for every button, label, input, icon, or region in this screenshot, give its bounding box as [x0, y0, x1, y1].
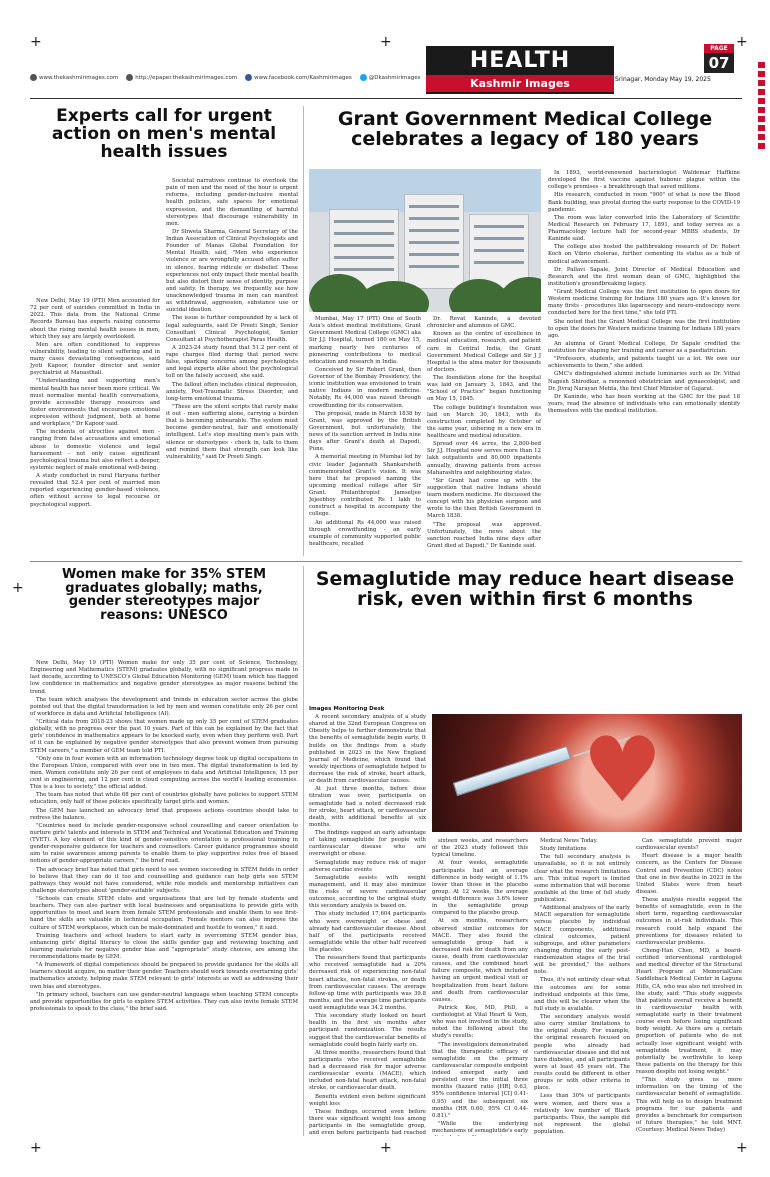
section-divider [30, 561, 742, 562]
semaglutide-col-3 [534, 838, 630, 1136]
paragraph: Semaglutide assists with weight management, and it may also minimize the risks of severe cardiovascular outcomes, according to the original study this secondary analysis is based on. [309, 874, 426, 910]
paragraph: "A framework of digital competences should be prepared to provide guidance for the skills all learners should acquire, no matter their gender. Teachers should work towards overturning girls' mathematics anxiety, helping make STEM relevant to girls' interests as well as addressing their own bias and stereotypes. [30, 962, 298, 990]
stem-col-1 [30, 660, 298, 1135]
paragraph: At six months, researchers observed similar outcomes for MACE. They also found the semaglutide group had a decreased risk for death from any cause, death from cardiovascular causes, and the combined heart failure composite, which included having an urgent medical visit or hospitalization from heart failure and death from cardiovascular causes. [432, 918, 528, 1003]
hospital-building-photo [309, 169, 541, 312]
paragraph: A memorial meeting in Mumbai led by civic leader Jagannath Shankarsheth commemorated Grant's vision. It was here that he proposed naming the upcoming medical college after Sir Grant. Philanthropist Jamsetjee Jejeebhoy contributed Rs 1 lakh to construct a hospital in accompany the college. [309, 454, 421, 518]
paragraph: Men are often conditioned to suppress vulnerability, leading to silent suffering and in many cases devastating consequences, said Jyoti Kapoor, founder director and senior psychiatrist at Manasthali. [30, 341, 160, 377]
paragraph: The secondary analysis would also carry similar limitations to the original study. For example, the original research focused on people who already had cardiovascular disease and did not have diabetes, and all participants were at least 45 years old. The results could be different in other groups or with other criteria in place. [534, 1014, 630, 1092]
paragraph: The fallout often includes clinical depression, anxiety, Post-Traumatic Stress Disorder, and long-term emotional trauma. [166, 381, 298, 402]
headline-gmc: Grant Government Medical College celebrates a legacy of 180 years [337, 108, 713, 150]
paragraph: "Countries need to include gender-responsive school counselling and career orientation to nurture girls' talents and interests in STEM and Technical and Vocational Education and Training (TVET). A key element of this kind of gender-sensitive orientation is professional training in gender-responsive guidance for teachers and counsellors. Career guidance programmes should aim to raise awareness among parents to enable them to play supportive roles free of biased notions of gender-appropriate careers," the brief read. [30, 822, 298, 865]
headline-mental-health: Experts call for urgent action on men's mental health issues [51, 106, 277, 162]
registration-mark-top-left: + [30, 34, 42, 50]
paragraph: Less than 30% of participants were women, and there was a relatively low number of Black participants. Thus, the sample did not represent the global population. [534, 1093, 630, 1135]
mental-health-col-2 [166, 178, 298, 556]
paragraph: The team which analyses the development and trends in education sector across the globe pointed out that the digital transformation is led by men and women constitute only 26 per cent of workforce in data and Artificial Intelligence (AI). [30, 696, 298, 717]
header-rule [30, 98, 742, 99]
semaglutide-col-1 [309, 714, 426, 1136]
paragraph: "The proposal was approved. Unfortunately, the news about the sanction reached India nine days after Grant died at Dapodi," Dr Kaninde said. [427, 521, 541, 549]
paragraph: Spread over 44 acres, the 2,800-bed Sir J.J. Hospital now serves more than 12 lakh outpatients and 80,000 inpatients annually, drawing patients from across Maharashtra and neighbouring states. [427, 441, 541, 476]
registration-mark-bottom-right: + [736, 1140, 748, 1156]
paragraph: Societal narratives continue to overlook the pain of men and the need of the hour is urgent reforms, including gender-inclusive mental health policies, safe spaces for emotional expression, and the dismantling of harmful stereotypes that discourage vulnerability in men. [166, 178, 298, 227]
paragraph: "Additional analyses of the early MACE separation for semaglutide versus placebo by individual MACE components, additional clinical outcomes, patient subgroups, and other parameters changing during the early post-randomization stages of the trial will be provided," the authors note. [534, 905, 630, 976]
paragraph: Dr Shweta Sharma, General Secretary of the Indian Association of Clinical Psychologists and Founder of Manas Global Foundation for Mental Health, said, "Men who experience violence or are wrongfully accused often suffer in silence, fearing ridicule or disbelief. These experiences not only impact their mental health but also distort their sense of identity, purpose and safety. In therapy, we frequently see how unacknowledged trauma in men can manifest as withdrawal, aggression, substance use or suicidal ideation. [166, 228, 298, 314]
paragraph: "This study gives us more information on the timing of the cardiovascular benefit of semaglutide. This will help us to design treatment programs for our patients and provides a benchmark for comparison of future therapies," he told MNT. (Courtesy: Medical News Today) [636, 1077, 742, 1133]
paragraph: The college building's foundation was laid on March 30, 1843, with its construction completed by October of the same year, ushering in a new era in healthcare and medical education. [427, 404, 541, 439]
paragraph: Dr. Pallavi Sapale, Joint Director of Medical Education and Research and the first woman dean of GMC, highlighted the institution's groundbreaking legacy. [548, 266, 740, 287]
headline-stem: Women make for 35% STEM graduates globally; maths, gender stereotypes major reasons: UNESCO [61, 567, 267, 623]
paragraph: "Understanding and supporting men's mental health has never been more critical. We must normalise mental health conversations, provide accessible therapy resources and foster environments that encourage emotional expression without judgment, both at home and workplace," Dr Kapoor said. [30, 378, 160, 428]
paragraph: This study included 17,604 participants who were overweight or obese and already had cardiovascular disease. About half of the participants received semaglutide while the other half received the placebo. [309, 911, 426, 953]
paragraph: His research, conducted in room "900" of what is now the Blood Bank building, was pivotal during the early response to the COVID-19 pandemic. [548, 192, 740, 213]
column-divider [303, 566, 304, 1136]
paragraph: Study limitations [540, 846, 587, 853]
paragraph: Dr Kaninde, who has been working at the GMC for the past 18 years, read the absence of individuals who can emotionally identify themselves with the medical institution. [548, 393, 740, 414]
paragraph: The incidents of atrocities against men - ranging from false accusations and emotional abuse to domestic violence and legal harassment - not only cause significant psychological trauma but also reflect a deeper, systemic neglect of male emotional well-being. [30, 429, 160, 471]
headline-semaglutide: Semaglutide may reduce heart disease risk, even within first 6 months [315, 568, 735, 610]
globe-icon [126, 74, 133, 81]
article-semaglutide [308, 566, 742, 646]
semaglutide-col-4 [636, 838, 742, 1136]
gmc-col-2 [427, 316, 541, 556]
paragraph: These findings occurred even before there was significant weight loss among participants in the semaglutide group, and even before participants had reached [309, 1108, 426, 1136]
paragraph: sixteen weeks, and researchers of the 2023 study followed this typical timeline. [432, 838, 528, 859]
paragraph: Benefits evident even before significant weight loss [309, 1093, 426, 1107]
paragraph: A 2023-24 study found that 51.2 per cent of rape charges filed during that period were false, sparking concerns among psychologists and legal experts alike about the psychological toll on the falsely accused, she said. [166, 344, 298, 380]
facebook-link[interactable]: www.facebook.com/Kashmirimages [245, 74, 352, 81]
paragraph: Semaglutide may reduce risk of major adverse cardiac events [309, 859, 426, 873]
section-name: HEALTH [469, 48, 571, 73]
paragraph: An additional Rs 44,000 was raised through crowdfunding - an early example of community supported public healthcare, recalled [309, 519, 421, 547]
paragraph: The advocacy brief has noted that girls need to see women succeeding in STEM fields in order to believe that they can do it too and counselling and guidance can help girls see STEM pathways they would not have considered, while role models and mentorship initiatives can challenge stereotypes about 'gender-suitable' subjects. [30, 866, 298, 894]
contact-bar [30, 74, 426, 81]
paragraph: A recent secondary analysis of a study shared at the 32nd European Congress on Obesity helps to further demonstrate that the benefits of semaglutide begin early. It builds on the findings from a study published in 2023 in the New England Journal of Medicine, which found that weekly injections of semaglutide helped to decrease the risk of stroke, heart attack, or death from cardiovascular causes. [309, 714, 426, 785]
gmc-col-1 [309, 316, 421, 556]
paragraph: Heart disease is a major health concern, as the Centers for Disease Control and Prevention (CDC) notes that one in five deaths in 2023 in the United States were from heart disease. [636, 853, 742, 895]
paragraph: "In primary school, teachers can use gender-neutral language when teaching STEM concepts and provide opportunities for girls to explore STEM activities. They can also invite female STEM professionals to speak to the class," the brief said. [30, 991, 298, 1012]
heart-syringe-photo [432, 714, 742, 832]
paragraph: Can semaglutide prevent major cardiovascular events? [636, 838, 742, 852]
paragraph: An alumna of Grant Medical College, Dr Sapale credited the institution for shaping her training and career as a paediatrician. [548, 340, 740, 354]
paragraph: Training teachers and school leaders to start early in overcoming STEM gender bias, enhancing girls' digital literacy to close the skills gender gap and reviewing teaching and learning materials for negative gender bias and "appropriate" study choices, are among the recommendations made by GEM. [30, 932, 298, 960]
registration-mark-bottom-center: + [380, 1140, 392, 1156]
paragraph: Thus, it's not entirely clear what the outcomes are for some individual endpoints at this time, and this will be clearer when the full study is available. [534, 977, 630, 1012]
semaglutide-col-2 [432, 838, 528, 1136]
paragraph: The team has noted that while 68 per cent of countries globally have policies to support STEM education, only half of these policies specifically target girls and women. [30, 792, 298, 806]
page-number: 07 [704, 53, 734, 73]
heart-icon: ♥ [582, 718, 663, 823]
paragraph: New Delhi, May 19 (PTI) Women make for only 35 per cent of Science, Technology, Engineering and Mathematics (STEM) graduates globally, with no significant progress made in last decade, according to UNESCO's Global Education Monitoring (GEM) team which has flagged low confidence in mathematics and negative gender stereotypes as major reasons behind the trend. [30, 660, 298, 695]
paragraph: The issue is further compounded by a lack of legal safeguards, said Dr Preeti Singh, Senior Consultant Clinical Psychologist, Senior Consultant at Psychotherapist Paras Health. [166, 315, 298, 343]
paragraph: At just three months, before dose titration was over, participants on semaglutide had a noted decreased risk for stroke, heart attack, or cardiovascular death, with additional benefits at six months. [309, 786, 426, 828]
paragraph: "Only one in four women with an information technology degree took up digital occupations in the European Union, compared with over one in two men. The digital transformation is led by men. Women constitute only 26 per cent of employees in data and Artificial Intelligence, 15 per cent in engineering, and 12 per cent in cloud computing across the world's leading economies. This is a loss to society," the official added. [30, 755, 298, 791]
section-subtitle: Kashmir Images [426, 75, 614, 92]
paragraph: Mumbai, May 17 (PTI) One of South Asia's oldest medical institutions, Grant Government Medical College (GMC) aka Sir J.J. Hospital, turned 180 on May 15, marking nearly two centuries of pioneering contributions to medical education and research in India. [309, 316, 421, 365]
globe-icon [30, 74, 37, 81]
registration-mark-bottom-left: + [30, 1140, 42, 1156]
twitter-icon [360, 74, 367, 81]
paragraph: GMC's distinguished alumni include luminaries such as Dr. Vithal Nagesh Shirodkar, a renowned obstetrician and gynaecologist, and Dr. Jivraj Narayan Mehta, the first Chief Minister of Gujarat. [548, 371, 740, 392]
column-divider [303, 106, 304, 556]
syringe-icon [453, 746, 571, 796]
paragraph: These analysis results suggest the benefits of semaglutide, even in the short term, regarding cardiovascular outcomes in at-risk individuals. This research could help expand the preventions for diseases related to cardiovascular problems. [636, 897, 742, 946]
paragraph: New Delhi, May 19 (PTI) Men accounted for 72 per cent of suicides committed in India in 2022. This data from the National Crime Records Bureau has experts raising concerns about the rising mental health issues in men, which they say are largely overlooked. [30, 298, 160, 340]
article-gmc [308, 106, 742, 166]
paragraph: The college also hosted the pathbreaking research of Dr. Robert Koch on Vibrio cholerae, further cementing its status as a hub of medical advancement. [548, 244, 740, 265]
paragraph: "Professors, students, and patients taught us a lot. We owe our achievements to them," she added. [548, 356, 740, 370]
image-credit: Images Monitoring Desk [309, 706, 385, 712]
website-link[interactable]: www.thekashmirimages.com [30, 74, 118, 81]
page-label: PAGE [704, 44, 734, 53]
page-number-box [704, 44, 734, 73]
paragraph: "Schools can create STEM clubs and organisations that are led by female students and teachers. They can also partner with local businesses and organisations to provide girls with opportunities to meet and learn from female STEM professionals and enable them to see first-hand the skills are valuable in technical occupation. Female mentors can also improve the culture of STEM workplaces, which can be male-dominated and hostile to women," it said. [30, 896, 298, 931]
twitter-link[interactable]: @Dkashmirimages [360, 74, 421, 81]
paragraph: "Sir Grant had come up with the suggestion that native Indians should learn modern medicine. He discussed the concept with his physician surgeon and wrote to the then British Government in March 1838. [427, 477, 541, 520]
paragraph: "While the underlying mechanisms of semaglutide's early [432, 1120, 528, 1134]
dateline: Srinagar, Monday May 19, 2025 [615, 76, 711, 83]
paragraph: Cheng-Han Chen, MD, a board-certified interventional cardiologist and medical director of the Structural Heart Program at MemorialCare Saddleback Medical Center in Laguna Hills, CA, who was also not involved in the study, said: "This study suggests that patients overall receive a benefit in cardiovascular health with semaglutide early in their treatment course even before losing significant body weight. As there are a certain proportion of patients who do not actually lose significant weight with semaglutide treatment, it may potentially be worthwhile to keep these patients on the therapy for this reason despite not losing weight." [636, 947, 742, 1075]
paragraph: In 1893, world-renowned bacteriologist Waldemar Haffkine developed the first vaccine against bubonic plague within the college's premises - a breakthrough that saved millions. [548, 170, 740, 191]
paragraph: She noted that the Grant Medical College was the first institution to open the doors for Western medicine training for Indians 180 years ago. [548, 318, 740, 339]
facebook-icon [245, 74, 252, 81]
paragraph: The room was later converted into the Laboratory of Scientific Medical Research on February 17, 1891, and today serves as a Pharmacology lecture hall for second-year MBBS students, Dr Kaninde said. [548, 214, 740, 243]
registration-mark-top-center: + [380, 34, 392, 50]
paragraph: "The investigators demonstrated that the therapeutic efficacy of semaglutide on the primary cardiovascular composite endpoint indeed emerged early and persisted over the initial three months (hazard ratio [HR] 0.63, 95% confidence interval [CI] 0.41-0.95) and the subsequent six months (HR 0.60, 95% CI 0.44-0.81)." [432, 1041, 528, 1119]
paragraph: Known as the centre of excellence in medical education, research, and patient care in Central India, the Grant Government Medical College and Sir J J Hospital is the alma mater for thousands of doctors. [427, 331, 541, 373]
paragraph: Dr. Revat Kaninde, a devoted chronicler and alumnus of GMC. [427, 316, 541, 330]
paragraph: The proposal, made in March 1838 by Grant, was approved by the British Government, but unfortunately, the news of its sanction arrived in India nine days after Grant's death at Dapodi, Pune. [309, 410, 421, 453]
paragraph: The findings suggest an early advantage of taking semaglutide for people with cardiovascular disease who are overweight or obese. [309, 830, 426, 858]
registration-mark-mid-left: + [12, 580, 24, 596]
paragraph: The full secondary analysis is unavailable, so it is not entirely clear what the research limitations are. This initial report is limited some information that will become available at the time of full study publication. [534, 854, 630, 903]
section-banner [426, 46, 614, 94]
paragraph: This secondary study looked on heart health in the first six months after participant randomization. The results suggest that the cardiovascular benefits of semaglutide could begin fairly early on. [309, 1013, 426, 1048]
registration-mark-top-right: + [736, 34, 748, 50]
paragraph: "These are the silent scripts that rarely make it out - men suffering alone, carrying a burden that is becoming unbearable. The system must become gender-neutral, fair and emotionally intelligent. Let's stop insulting men's pain with silence or stereotypes - check in, talk to them and remind them that strength can look like vulnerability," said Dr Preeti Singh. [166, 403, 298, 460]
paragraph: The GEM has launched an advocacy brief that proposes actions countries should take to redress the balance. [30, 807, 298, 821]
paragraph: At four weeks, semaglutide participants had an average difference in body weight of 1.1% lower than those in the placebo group. At 12 weeks, the average weight difference was 3.6% lower in the semaglutide group compared to the placebo group. [432, 860, 528, 917]
paragraph: Conceived by Sir Robert Grant, then Governor of the Bombay Presidency, the iconic institution was envisioned to train native Indians in modern medicine. Notably, Rs 44,000 was raised through crowdfunding for its conservation. [309, 366, 421, 409]
color-strip [758, 62, 765, 152]
epaper-link[interactable]: http://epaper.thekashmirimages.com [126, 74, 237, 81]
article-stem [30, 566, 298, 646]
mental-health-col-1 [30, 298, 160, 556]
paragraph: A study conducted in rural Haryana further revealed that 52.4 per cent of married men reported experiencing gender-based violence, often without access to legal recourse or psychological support. [30, 473, 160, 508]
paragraph: The researchers found that participants who received semaglutide had a 20% decreased risk of experiencing non-fatal heart attacks, non-fatal strokes, or death from cardiovascular causes. The average follow-up time with participants was 39.8 months, and the average time participants used semaglutide was 34.2 months. [309, 955, 426, 1011]
paragraph: "Critical data from 2018-23 shows that women made up only 35 per cent of STEM graduates globally, with no progress over the past 10 years. Part of this can be explained by the fact that girls' confidence in mathematics appears to be knocked early, even when they perform well. Part of it can be explained by negative gender stereotypes that also prevent women from pursuing STEM careers," a member of GEM team told PTI. [30, 719, 298, 754]
paragraph: Medical News Today. [540, 838, 598, 844]
gmc-col-3 [548, 170, 740, 556]
paragraph: Patrick Kee, MD, PhD, a cardiologist at Vital Heart & Vein, who was not involved in the study, noted the following about the study's results: [432, 1004, 528, 1040]
paragraph: At three months, researchers found that participants who received semaglutide had a decreased risk for major adverse cardiovascular events (MACE), which included non-fatal heart attack, non-fatal stroke, or cardiovascular death. [309, 1049, 426, 1092]
page-header [30, 40, 742, 98]
paragraph: "Grant Medical College was the first institution to open doors for Western medicine training for Indians 180 years ago. It's known for many firsts - procedures like laparoscopy and neuro-endoscopy were conducted here for the first time," she told PTI. [548, 289, 740, 317]
paragraph: The foundation stone for the hospital was laid on January 3, 1843, and the "School of Practice" began functioning on May 15, 1845. [427, 375, 541, 403]
